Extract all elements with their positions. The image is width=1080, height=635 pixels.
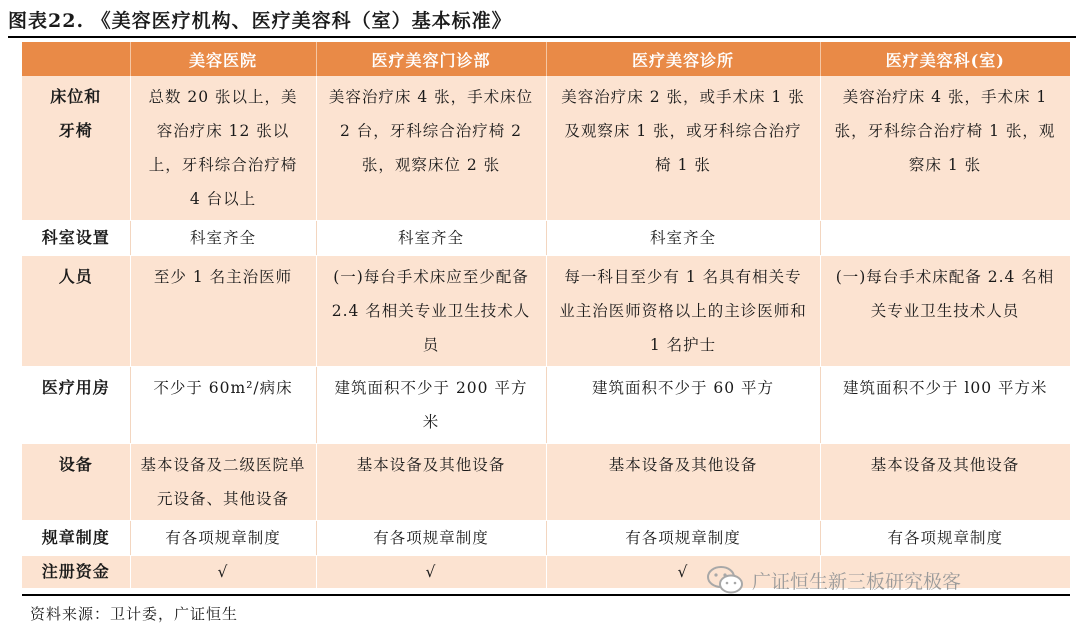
watermark-text: 广证恒生新三板研究极客 [752,570,962,593]
table-cell: 有各项规章制度 [546,521,820,556]
table-cell: 基本设备及其他设备 [546,444,820,521]
table-cell [820,221,1070,256]
table-row [22,444,1070,521]
table-row [22,221,1070,256]
table-cell: 总数 20 张以上，美容治疗床 12 张以上，牙科综合治疗椅 4 台以上 [130,76,316,221]
table-cell: 建筑面积不少于 200 平方米 [316,367,546,444]
table-cell: 每一科目至少有 1 名具有相关专业主治医师资格以上的主诊医师和 1 名护士 [546,256,820,367]
table-header-row [22,42,1070,76]
table-cell: (一)每台手术床配备 2.4 名相关专业卫生技术人员 [820,256,1070,367]
table-cell: 美容治疗床 4 张，手术床 1 张，牙科综合治疗椅 1 张，观察床 1 张 [820,76,1070,221]
table-cell: 有各项规章制度 [130,521,316,556]
watermark [706,565,961,595]
header-clinic: 医疗美容诊所 [546,42,820,76]
table-row [22,76,1070,221]
table-cell: 美容治疗床 4 张，手术床位 2 台，牙科综合治疗椅 2 张，观察床位 2 张 [316,76,546,221]
table-cell: 科室齐全 [546,221,820,256]
figure-title: 图表22. 《美容医疗机构、医疗美容科（室）基本标准》 [8,10,512,32]
row-label-staff: 人员 [22,256,130,367]
table-cell: 有各项规章制度 [820,521,1070,556]
table-cell: 美容治疗床 2 张，或手术床 1 张及观察床 1 张，或牙科综合治疗椅 1 张 [546,76,820,221]
row-label-departments: 科室设置 [22,221,130,256]
table-cell: 科室齐全 [316,221,546,256]
check-mark: √ [130,556,316,589]
table-cell: 至少 1 名主治医师 [130,256,316,367]
table-cell: 建筑面积不少于 l00 平方米 [820,367,1070,444]
check-mark: √ [316,556,546,589]
check-mark: √ [546,556,820,589]
table-cell: 科室齐全 [130,221,316,256]
row-label-beds: 床位和牙椅 [22,76,130,221]
table-cell: 建筑面积不少于 60 平方 [546,367,820,444]
row-label-capital: 注册资金 [22,556,130,589]
table-cell: 基本设备及二级医院单元设备、其他设备 [130,444,316,521]
header-outpatient: 医疗美容门诊部 [316,42,546,76]
header-department: 医疗美容科(室) [820,42,1070,76]
header-hospital: 美容医院 [130,42,316,76]
table-cell: 基本设备及其他设备 [820,444,1070,521]
table-row [22,367,1070,444]
table-row [22,521,1070,556]
table-cell: (一)每台手术床应至少配备 2.4 名相关专业卫生技术人员 [316,256,546,367]
standards-table [22,42,1071,589]
row-label-rules: 规章制度 [22,521,130,556]
table-cell: 有各项规章制度 [316,521,546,556]
header-corner [22,42,130,76]
row-label-rooms: 医疗用房 [22,367,130,444]
table-cell: 基本设备及其他设备 [316,444,546,521]
source-note: 资料来源：卫计委，广证恒生 [30,605,239,623]
wechat-icon [706,565,744,595]
row-label-equipment: 设备 [22,444,130,521]
title-divider [8,36,1076,38]
table-cell: 不少于 60m²/病床 [130,367,316,444]
table-row [22,256,1070,367]
